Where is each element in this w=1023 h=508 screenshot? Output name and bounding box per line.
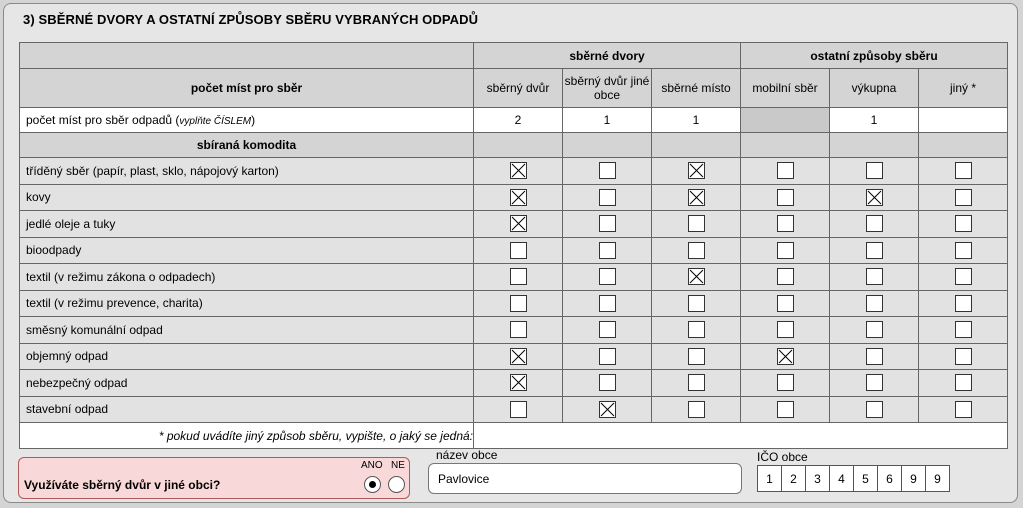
checkbox-cell xyxy=(741,158,830,185)
header-empty xyxy=(20,43,474,69)
checkbox-cell xyxy=(474,211,563,238)
checkbox[interactable] xyxy=(955,374,972,391)
checkbox-cell xyxy=(474,237,563,264)
checkbox-checked[interactable] xyxy=(599,401,616,418)
checkbox-cell xyxy=(741,237,830,264)
checkbox-cell xyxy=(652,317,741,344)
checkbox-cell xyxy=(919,158,1008,185)
column-header: výkupna xyxy=(830,69,919,108)
checkbox-cell xyxy=(919,264,1008,291)
ico-digit[interactable]: 1 xyxy=(757,465,782,492)
obec-label: název obce xyxy=(436,448,498,462)
checkbox-cell xyxy=(830,158,919,185)
checkbox-cell xyxy=(919,317,1008,344)
checkbox[interactable] xyxy=(955,321,972,338)
ico-label: IČO obce xyxy=(757,450,808,464)
checkbox-cell xyxy=(919,370,1008,397)
checkbox-cell xyxy=(830,343,919,370)
count-input[interactable]: 1 xyxy=(830,108,919,133)
row-label: nebezpečný odpad xyxy=(20,370,474,397)
checkbox-checked[interactable] xyxy=(510,189,527,206)
checkbox[interactable] xyxy=(510,321,527,338)
checkbox-checked[interactable] xyxy=(688,268,705,285)
checkbox[interactable] xyxy=(599,348,616,365)
row-label: stavební odpad xyxy=(20,396,474,423)
checkbox[interactable] xyxy=(955,348,972,365)
checkbox[interactable] xyxy=(599,215,616,232)
checkbox-cell xyxy=(652,343,741,370)
checkbox-cell xyxy=(474,158,563,185)
footnote-label: * pokud uvádíte jiný způsob sběru, vypište, o jaký se jedná: xyxy=(20,423,474,449)
column-header: jiný * xyxy=(919,69,1008,108)
checkbox-cell xyxy=(652,264,741,291)
checkbox-cell xyxy=(563,211,652,238)
checkbox-cell xyxy=(830,370,919,397)
checkbox-cell xyxy=(741,211,830,238)
checkbox-cell xyxy=(652,290,741,317)
checkbox-cell xyxy=(830,317,919,344)
count-input[interactable]: 2 xyxy=(474,108,563,133)
checkbox[interactable] xyxy=(777,321,794,338)
group-header-ostatni: ostatní způsoby sběru xyxy=(741,43,1008,69)
checkbox-cell xyxy=(741,396,830,423)
table-row xyxy=(20,158,1008,185)
checkbox-cell xyxy=(563,317,652,344)
ico-digit[interactable]: 6 xyxy=(877,465,902,492)
checkbox[interactable] xyxy=(866,295,883,312)
table-row xyxy=(20,237,1008,264)
checkbox-checked[interactable] xyxy=(777,348,794,365)
checkbox[interactable] xyxy=(510,242,527,259)
checkbox-cell xyxy=(563,370,652,397)
checkbox-cell xyxy=(563,290,652,317)
checkbox-cell xyxy=(474,264,563,291)
row-label: tříděný sběr (papír, plast, sklo, nápojový karton) xyxy=(20,158,474,185)
checkbox[interactable] xyxy=(510,268,527,285)
checkbox[interactable] xyxy=(510,295,527,312)
table-row xyxy=(20,370,1008,397)
checkbox[interactable] xyxy=(866,268,883,285)
checkbox-cell xyxy=(474,370,563,397)
checkbox[interactable] xyxy=(955,215,972,232)
checkbox-cell xyxy=(652,158,741,185)
checkbox-cell xyxy=(474,290,563,317)
checkbox-cell xyxy=(830,264,919,291)
checkbox[interactable] xyxy=(599,189,616,206)
checkbox-cell xyxy=(919,343,1008,370)
count-input[interactable]: 1 xyxy=(563,108,652,133)
ico-field[interactable] xyxy=(757,465,950,492)
checkbox-checked[interactable] xyxy=(510,374,527,391)
collection-table xyxy=(19,42,1008,449)
checkbox[interactable] xyxy=(688,321,705,338)
checkbox-cell xyxy=(563,237,652,264)
column-header: sběrný dvůr jiné obce xyxy=(563,69,652,108)
checkbox-cell xyxy=(474,343,563,370)
obec-name-field[interactable]: Pavlovice xyxy=(428,463,742,494)
checkbox-cell xyxy=(652,211,741,238)
row-label: jedlé oleje a tuky xyxy=(20,211,474,238)
ico-digit[interactable]: 3 xyxy=(805,465,830,492)
checkbox[interactable] xyxy=(599,374,616,391)
table-row xyxy=(20,396,1008,423)
checkbox[interactable] xyxy=(955,242,972,259)
yes-radio[interactable] xyxy=(364,476,381,493)
checkbox-cell xyxy=(919,290,1008,317)
section-title: 3) SBĚRNÉ DVORY A OSTATNÍ ZPŮSOBY SBĚRU VYBRANÝCH ODPADŮ xyxy=(23,12,479,27)
checkbox[interactable] xyxy=(866,401,883,418)
komodita-header-cell xyxy=(830,133,919,158)
checkbox-cell xyxy=(741,370,830,397)
row-label: bioodpady xyxy=(20,237,474,264)
table-row xyxy=(20,290,1008,317)
checkbox[interactable] xyxy=(955,189,972,206)
checkbox[interactable] xyxy=(777,374,794,391)
footnote-input[interactable] xyxy=(474,423,1008,449)
checkbox-cell xyxy=(830,396,919,423)
checkbox-cell xyxy=(830,237,919,264)
column-header: mobilní sběr xyxy=(741,69,830,108)
ico-digit[interactable]: 9 xyxy=(901,465,926,492)
ico-digit[interactable]: 9 xyxy=(925,465,950,492)
komodita-header-cell xyxy=(741,133,830,158)
row-label: objemný odpad xyxy=(20,343,474,370)
checkbox[interactable] xyxy=(599,295,616,312)
checkbox-cell xyxy=(830,184,919,211)
checkbox-cell xyxy=(919,237,1008,264)
group-header-sberne-dvory: sběrné dvory xyxy=(474,43,741,69)
count-input[interactable]: 1 xyxy=(652,108,741,133)
checkbox-cell xyxy=(563,396,652,423)
question-box xyxy=(18,457,410,499)
radio-selected-dot xyxy=(369,481,376,488)
checkbox-cell xyxy=(652,370,741,397)
checkbox[interactable] xyxy=(599,268,616,285)
checkbox-cell xyxy=(474,396,563,423)
checkbox-cell xyxy=(563,158,652,185)
checkbox[interactable] xyxy=(688,401,705,418)
ico-digit[interactable]: 5 xyxy=(853,465,878,492)
checkbox[interactable] xyxy=(510,401,527,418)
table-row xyxy=(20,211,1008,238)
checkbox-cell xyxy=(563,184,652,211)
table-row xyxy=(20,184,1008,211)
checkbox-cell xyxy=(919,184,1008,211)
checkbox[interactable] xyxy=(688,374,705,391)
checkbox[interactable] xyxy=(866,242,883,259)
question-text: Využíváte sběrný dvůr v jiné obci? xyxy=(24,478,221,492)
checkbox[interactable] xyxy=(599,242,616,259)
column-header: sběrné místo xyxy=(652,69,741,108)
komodita-header-cell xyxy=(652,133,741,158)
checkbox-cell xyxy=(474,317,563,344)
checkbox-cell xyxy=(919,211,1008,238)
no-radio[interactable] xyxy=(388,476,405,493)
header-pocet-mist: počet míst pro sběr xyxy=(20,69,474,108)
checkbox-cell xyxy=(563,343,652,370)
checkbox-cell xyxy=(652,396,741,423)
checkbox[interactable] xyxy=(866,215,883,232)
row-label: kovy xyxy=(20,184,474,211)
checkbox-cell xyxy=(919,396,1008,423)
checkbox[interactable] xyxy=(777,189,794,206)
table-row xyxy=(20,317,1008,344)
row-label: směsný komunální odpad xyxy=(20,317,474,344)
row-label: textil (v režimu zákona o odpadech) xyxy=(20,264,474,291)
checkbox[interactable] xyxy=(955,295,972,312)
checkbox[interactable] xyxy=(688,242,705,259)
checkbox-cell xyxy=(741,264,830,291)
checkbox[interactable] xyxy=(866,348,883,365)
checkbox[interactable] xyxy=(777,162,794,179)
komodita-header-cell xyxy=(474,133,563,158)
count-row-label: počet míst pro sběr odpadů (vyplňte ČÍSLEM) xyxy=(20,108,474,133)
checkbox[interactable] xyxy=(777,268,794,285)
ico-digit[interactable]: 2 xyxy=(781,465,806,492)
checkbox-cell xyxy=(830,290,919,317)
checkbox-cell xyxy=(830,211,919,238)
checkbox[interactable] xyxy=(777,401,794,418)
checkbox[interactable] xyxy=(866,374,883,391)
checkbox[interactable] xyxy=(955,162,972,179)
checkbox[interactable] xyxy=(599,162,616,179)
checkbox-checked[interactable] xyxy=(510,215,527,232)
column-header: sběrný dvůr xyxy=(474,69,563,108)
row-label: textil (v režimu prevence, charita) xyxy=(20,290,474,317)
checkbox-cell xyxy=(741,317,830,344)
ico-digit[interactable]: 4 xyxy=(829,465,854,492)
table-row xyxy=(20,343,1008,370)
checkbox-cell xyxy=(741,184,830,211)
checkbox[interactable] xyxy=(688,295,705,312)
checkbox-checked[interactable] xyxy=(510,162,527,179)
checkbox[interactable] xyxy=(955,268,972,285)
checkbox[interactable] xyxy=(866,162,883,179)
checkbox[interactable] xyxy=(866,321,883,338)
checkbox[interactable] xyxy=(777,215,794,232)
table-row xyxy=(20,264,1008,291)
checkbox-checked[interactable] xyxy=(688,189,705,206)
checkbox-cell xyxy=(652,237,741,264)
checkbox-cell xyxy=(741,343,830,370)
checkbox-cell xyxy=(474,184,563,211)
checkbox-cell xyxy=(563,264,652,291)
checkbox-checked[interactable] xyxy=(866,189,883,206)
checkbox[interactable] xyxy=(688,215,705,232)
komodita-header-cell xyxy=(919,133,1008,158)
checkbox[interactable] xyxy=(688,348,705,365)
checkbox-cell xyxy=(652,184,741,211)
checkbox-checked[interactable] xyxy=(688,162,705,179)
no-label: NE xyxy=(391,460,405,471)
komodita-header-cell xyxy=(563,133,652,158)
komodita-header: sbíraná komodita xyxy=(20,133,474,158)
checkbox-cell xyxy=(741,290,830,317)
checkbox[interactable] xyxy=(777,242,794,259)
checkbox[interactable] xyxy=(599,321,616,338)
count-input[interactable] xyxy=(741,108,830,133)
yes-label: ANO xyxy=(361,460,383,471)
checkbox[interactable] xyxy=(777,295,794,312)
checkbox-checked[interactable] xyxy=(510,348,527,365)
checkbox[interactable] xyxy=(955,401,972,418)
count-input[interactable] xyxy=(919,108,1008,133)
